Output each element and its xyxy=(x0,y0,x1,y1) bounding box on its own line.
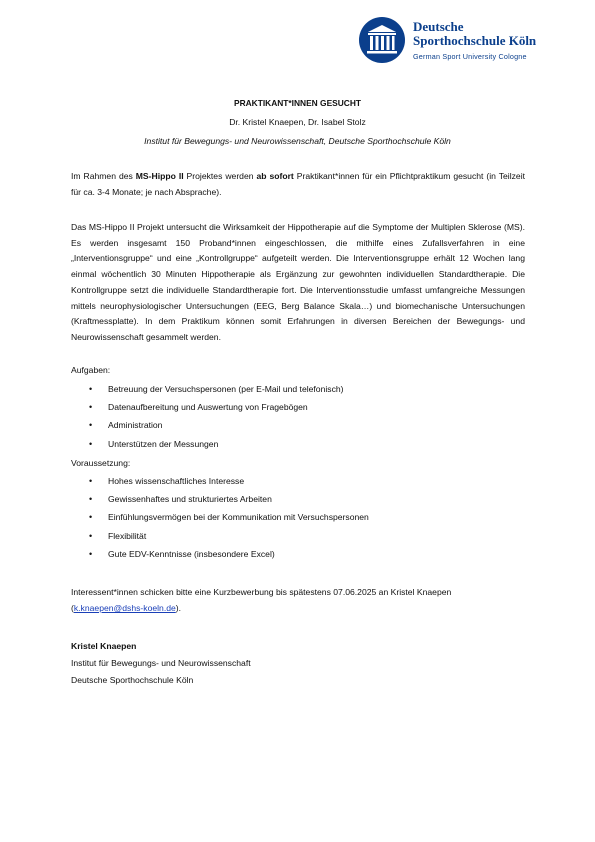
intro-text-1: Im Rahmen des xyxy=(71,171,136,181)
university-logo xyxy=(359,17,559,67)
tasks-list xyxy=(71,382,525,455)
description-paragraph: Das MS-Hippo II Projekt untersucht die Wirksamkeit der Hippotherapie auf die Symptome der Multiplen Sklerose (MS). Es werden insgesamt 150 Proband*innen eingeschlossen, die mithilfe eines Zufallsverfahren in eine „Interventionsgruppe“ und eine „Kontrollgruppe“ aufgeteilt werden. Die Interventionsgruppe erhält 12 Wochen lang einmal wöchentlich 30 Minuten Hippotherapie als Ergänzung zur gewohnten individuellen Standardtherapie. Die Kontrollgruppe setzt die individuelle Standardtherapie fort. Die Interventionsstudie umfasst umfangreiche Messungen mittels neurophysiologischer Untersuchungen (EEG, Berg Balance Skala…) und biomechanische Untersuchungen (Kraftmessplatte). In dem Praktikum können somit Erfahrungen in diversen Bereichen der Bewegungs- und Neurowissenschaft gesammelt werden. xyxy=(71,222,525,342)
list-item: • Gewissenhaftes und strukturiertes Arbeiten xyxy=(71,492,525,510)
signature-name: Kristel Knaepen xyxy=(71,641,137,651)
intro-text-2: Projektes werden xyxy=(183,171,257,181)
authors: Dr. Kristel Knaepen, Dr. Isabel Stolz xyxy=(229,117,366,127)
list-item: • Einfühlungsvermögen bei der Kommunikation mit Versuchspersonen xyxy=(71,510,525,528)
paren-close: ). xyxy=(175,602,182,613)
institute-line: Institut für Bewegungs- und Neurowissenschaft, Deutsche Sporthochschule Köln xyxy=(144,136,451,146)
project-name: MS-Hippo II xyxy=(135,171,184,181)
intro-paragraph xyxy=(71,169,525,200)
logo-line-1: Deutsche xyxy=(413,19,464,34)
requirements-list xyxy=(71,474,525,565)
intro-text-3: Praktikant*innen für ein Pflichtpraktikum gesucht (in Teilzeit für ca. 3-4 Monate; je nach Absprache). xyxy=(71,171,525,197)
list-item: • Gute EDV-Kenntnisse (insbesondere Excel) xyxy=(71,547,525,565)
signature-institute: Institut für Bewegungs- und Neurowissenschaft xyxy=(71,658,251,668)
list-item: • Betreuung der Versuchspersonen (per E-Mail und telefonisch) xyxy=(71,382,525,400)
tasks-label: Aufgaben: xyxy=(71,365,111,375)
application-paragraph xyxy=(71,585,525,616)
list-item: • Administration xyxy=(71,418,525,436)
paren-open: ( xyxy=(71,602,74,613)
logo-wordmark xyxy=(413,20,536,48)
requirements-label: Voraussetzung: xyxy=(71,458,131,468)
start-date: ab sofort xyxy=(256,171,294,181)
logo-subtitle: German Sport University Cologne xyxy=(413,52,527,61)
page-title: PRAKTIKANT*INNEN GESUCHT xyxy=(233,98,362,108)
signature-block xyxy=(71,638,251,689)
application-text: Interessent*innen schicken bitte eine Kurzbewerbung bis spätestens 07.06.2025 an Kristel Knaepen xyxy=(71,587,452,597)
list-item: • Hohes wissenschaftliches Interesse xyxy=(71,474,525,492)
logo-line-2: Sporthochschule Köln xyxy=(413,33,537,48)
email-link[interactable]: k.knaepen@dshs-koeln.de xyxy=(73,602,176,613)
list-item: • Unterstützen der Messungen xyxy=(71,437,525,455)
temple-columns-icon xyxy=(359,17,405,63)
list-item: • Datenaufbereitung und Auswertung von Fragebögen xyxy=(71,400,525,418)
signature-university: Deutsche Sporthochschule Köln xyxy=(71,675,194,685)
list-item: • Flexibilität xyxy=(71,529,525,547)
